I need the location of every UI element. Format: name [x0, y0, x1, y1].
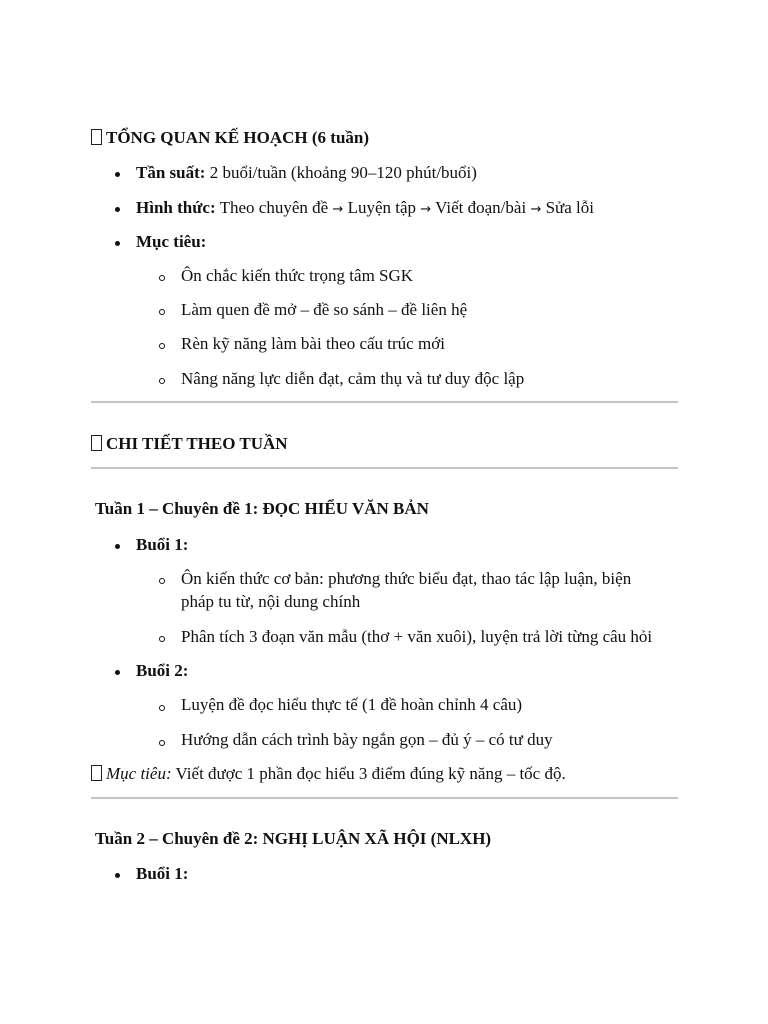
circle-bullet-icon	[159, 578, 165, 584]
week1-session1-item: Ôn kiến thức cơ bản: phương thức biểu đạt, thao tác lập luận, biện	[181, 569, 632, 588]
format-item: Hình thức: Theo chuyên đề → Luyện tập → Viết đoạn/bài → Sửa lỗi	[136, 198, 595, 217]
bullet-icon	[115, 172, 120, 177]
week1-session1-item-cont: pháp tu từ, nội dung chính	[181, 592, 361, 611]
circle-bullet-icon	[159, 343, 165, 349]
missing-glyph-icon	[91, 765, 102, 781]
circle-bullet-icon	[159, 740, 165, 746]
circle-bullet-icon	[159, 309, 165, 315]
divider	[91, 797, 678, 799]
week2-title: Tuần 2 – Chuyên đề 2: NGHỊ LUẬN XÃ HỘI (NLXH)	[95, 829, 492, 848]
missing-glyph-icon	[91, 435, 102, 451]
bullet-icon	[115, 670, 120, 675]
week1-session1-label: Buổi 1:	[136, 535, 189, 554]
circle-bullet-icon	[159, 378, 165, 384]
frequency-item: Tần suất: 2 buổi/tuần (khoảng 90–120 phút/buổi)	[136, 163, 477, 182]
goal-item: Nâng năng lực diễn đạt, cảm thụ và tư duy độc lập	[181, 369, 525, 388]
week2-session1-label: Buổi 1:	[136, 864, 189, 883]
bullet-icon	[115, 207, 120, 212]
arrow-right-icon: →	[420, 202, 432, 217]
goal-item: Rèn kỹ năng làm bài theo cấu trúc mới	[181, 334, 445, 353]
divider	[91, 467, 678, 469]
details-heading: CHI TIẾT THEO TUẦN	[91, 433, 288, 455]
overview-heading: TỔNG QUAN KẾ HOẠCH (6 tuần)	[91, 127, 369, 149]
arrow-right-icon: →	[530, 202, 542, 217]
missing-glyph-icon	[91, 129, 102, 145]
circle-bullet-icon	[159, 705, 165, 711]
bullet-icon	[115, 873, 120, 878]
week1-goal: Mục tiêu: Viết được 1 phần đọc hiểu 3 điểm đúng kỹ năng – tốc độ.	[91, 763, 566, 785]
goal-item: Làm quen đề mở – đề so sánh – đề liên hệ	[181, 300, 468, 319]
goal-label: Mục tiêu:	[136, 232, 207, 251]
divider	[91, 401, 678, 403]
week1-session2-label: Buổi 2:	[136, 661, 189, 680]
bullet-icon	[115, 241, 120, 246]
week1-session2-item: Luyện đề đọc hiểu thực tế (1 đề hoàn chỉnh 4 câu)	[181, 695, 523, 714]
arrow-right-icon: →	[332, 202, 344, 217]
circle-bullet-icon	[159, 275, 165, 281]
bullet-icon	[115, 544, 120, 549]
week1-session1-item: Phân tích 3 đoạn văn mẫu (thơ + văn xuôi), luyện trả lời từng câu hỏi	[181, 627, 653, 646]
week1-session2-item: Hướng dẫn cách trình bày ngắn gọn – đủ ý – có tư duy	[181, 730, 553, 749]
circle-bullet-icon	[159, 636, 165, 642]
week1-title: Tuần 1 – Chuyên đề 1: ĐỌC HIỂU VĂN BẢN	[95, 499, 429, 518]
goal-item: Ôn chắc kiến thức trọng tâm SGK	[181, 266, 414, 285]
